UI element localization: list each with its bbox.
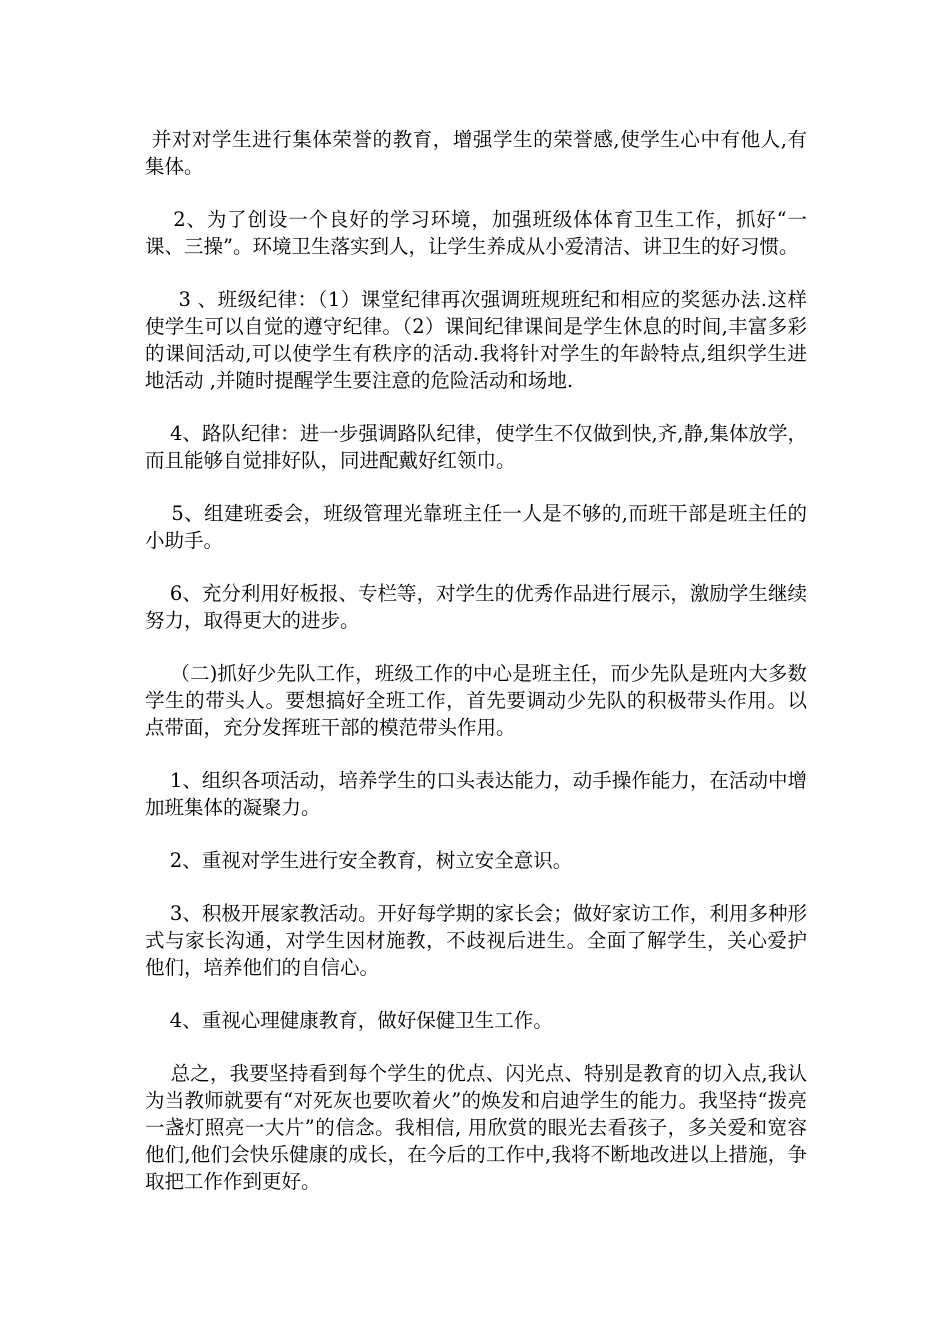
paragraph-hygiene: 2、为了创设一个良好的学习环境，加强班级体体育卫生工作，抓好“一课、三操”。环境卫生落实到人，让学生养成从小爱清洁、讲卫生的好习惯。 (145, 208, 807, 258)
paragraph-class-discipline: 3 、班级纪律：（1）课堂纪律再次强调班规班纪和相应的奖惩办法.这样使学生可以自觉的遵守纪律。（2）课间纪律课间是学生休息的时间,丰富多彩的课间活动,可以使学生有秩序的活动.我将针对学生的年龄特点,组织学生进地活动 ,并随时提醒学生要注意的危险活动和场地. (145, 288, 807, 392)
paragraph-safety: 2、重视对学生进行安全教育，树立安全意识。 (145, 849, 573, 872)
paragraph-conclusion: 总之，我要坚持看到每个学生的优点、闪光点、特别是教育的切入点,我认为当教师就要有“对死灰也要吹着火”的焕发和启迪学生的能力。我坚持“拨亮一盏灯照亮一大片”的信念。我相信, 用欣赏的眼光去看孩子，多关爱和宽容他们,他们会快乐健康的成长，在今后的工作中,我将不断地改进以上措施，争取把工作作到更好。 (145, 1062, 807, 1193)
paragraph-class-committee: 5、组建班委会，班级管理光靠班主任一人是不够的,而班干部是班主任的小助手。 (145, 502, 808, 552)
paragraph-parents: 3、积极开展家教活动。开好每学期的家长会；做好家访工作，利用多种形式与家长沟通，对学生因材施教，不歧视后进生。全面了解学生，关心爱护他们，培养他们的自信心。 (145, 902, 807, 979)
paragraph-activities: 1、组织各项活动，培养学生的口头表达能力，动手操作能力，在活动中增加班集体的凝聚力。 (145, 769, 807, 819)
paragraph-queue-discipline: 4、路队纪律：进一步强调路队纪律，使学生不仅做到快,齐,静,集体放学，而且能够自觉排好队，同进配戴好红领巾。 (145, 422, 807, 472)
paragraph-collective-honor: 并对对学生进行集体荣誉的教育，增强学生的荣誉感,使学生心中有他人,有集体。 (145, 128, 807, 178)
paragraph-young-pioneers: （二)抓好少先队工作，班级工作的中心是班主任，而少先队是班内大多数学生的带头人。要想搞好全班工作，首先要调动少先队的积极带头作用。以点带面，充分发挥班干部的模范带头作用。 (145, 662, 808, 739)
document-page (145, 126, 807, 1221)
paragraph-blackboard: 6、充分利用好板报、专栏等，对学生的优秀作品进行展示，激励学生继续努力，取得更大的进步。 (145, 582, 807, 632)
paragraph-mental-health: 4、重视心理健康教育，做好保健卫生工作。 (145, 1009, 553, 1032)
